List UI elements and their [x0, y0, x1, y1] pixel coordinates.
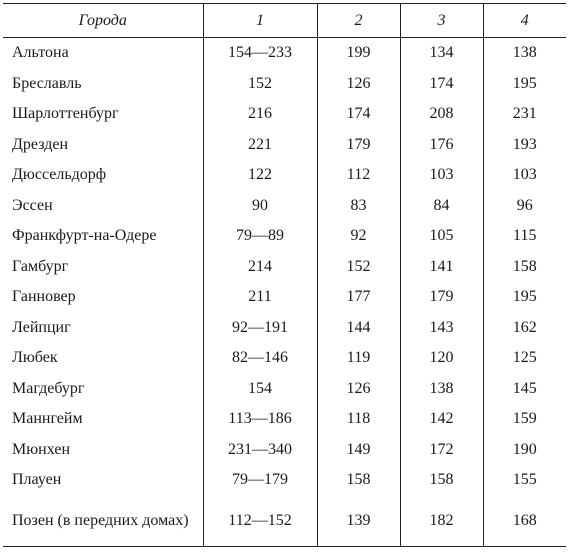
table-row — [3, 99, 566, 130]
value-cell: 126 — [317, 69, 400, 100]
value-cell: 231—340 — [203, 435, 317, 466]
city-cell: Позен (в передних домах) — [3, 496, 203, 547]
table-row — [3, 130, 566, 161]
city-cell: Шарлоттенбург — [12, 105, 119, 123]
value-cell: 179 — [317, 130, 400, 161]
city-cell: Альтона — [12, 44, 69, 62]
city-cell: Маннгейм — [12, 410, 83, 428]
city-cell: Любек — [12, 349, 58, 367]
header-city: Города — [3, 4, 203, 38]
value-cell: 152 — [203, 69, 317, 100]
table-row — [3, 38, 566, 69]
value-cell: 174 — [317, 99, 400, 130]
value-cell: 120 — [400, 343, 483, 374]
city-cell: Бреславль — [12, 74, 82, 92]
header-col-1: 1 — [203, 4, 317, 38]
value-cell: 90 — [203, 191, 317, 222]
value-cell: 118 — [317, 404, 400, 435]
data-table — [3, 3, 566, 547]
header-row — [3, 4, 566, 38]
value-cell: 168 — [483, 496, 566, 547]
value-cell: 92 — [317, 221, 400, 252]
value-cell: 138 — [400, 374, 483, 405]
value-cell: 82—146 — [203, 343, 317, 374]
value-cell: 84 — [400, 191, 483, 222]
value-cell: 126 — [317, 374, 400, 405]
value-cell: 211 — [203, 282, 317, 313]
value-cell: 105 — [400, 221, 483, 252]
value-cell: 79—89 — [203, 221, 317, 252]
header-col-2: 2 — [317, 4, 400, 38]
table-row — [3, 191, 566, 222]
value-cell: 182 — [400, 496, 483, 547]
value-cell: 190 — [483, 435, 566, 466]
value-cell: 152 — [317, 252, 400, 283]
table-row — [3, 69, 566, 100]
table-row — [3, 221, 566, 252]
value-cell: 221 — [203, 130, 317, 161]
value-cell: 143 — [400, 313, 483, 344]
city-cell: Дюссельдорф — [12, 166, 107, 184]
value-cell: 134 — [400, 38, 483, 69]
value-cell: 179 — [400, 282, 483, 313]
value-cell: 144 — [317, 313, 400, 344]
table-row — [3, 496, 566, 547]
value-cell: 158 — [400, 465, 483, 496]
value-cell: 155 — [483, 465, 566, 496]
value-cell: 158 — [317, 465, 400, 496]
city-cell: Гамбург — [12, 257, 69, 275]
value-cell: 199 — [317, 38, 400, 69]
value-cell: 92—191 — [203, 313, 317, 344]
table-row — [3, 465, 566, 496]
value-cell: 96 — [483, 191, 566, 222]
value-cell: 195 — [483, 282, 566, 313]
value-cell: 139 — [317, 496, 400, 547]
table-row — [3, 252, 566, 283]
city-cell: Ганновер — [12, 288, 76, 306]
value-cell: 177 — [317, 282, 400, 313]
city-cell: Мюнхен — [12, 440, 71, 458]
value-cell: 83 — [317, 191, 400, 222]
value-cell: 158 — [483, 252, 566, 283]
value-cell: 162 — [483, 313, 566, 344]
value-cell: 103 — [400, 160, 483, 191]
value-cell: 79—179 — [203, 465, 317, 496]
city-cell: Дрезден — [12, 135, 69, 153]
table-row — [3, 282, 566, 313]
value-cell: 193 — [483, 130, 566, 161]
city-cell: Эссен — [12, 196, 53, 214]
value-cell: 142 — [400, 404, 483, 435]
value-cell: 113—186 — [203, 404, 317, 435]
table-row — [3, 343, 566, 374]
value-cell: 103 — [483, 160, 566, 191]
value-cell: 154 — [203, 374, 317, 405]
value-cell: 141 — [400, 252, 483, 283]
value-cell: 119 — [317, 343, 400, 374]
value-cell: 159 — [483, 404, 566, 435]
value-cell: 125 — [483, 343, 566, 374]
table-row — [3, 374, 566, 405]
table-row — [3, 160, 566, 191]
value-cell: 122 — [203, 160, 317, 191]
city-cell: Плауен — [12, 471, 62, 489]
value-cell: 112—152 — [203, 496, 317, 547]
value-cell: 231 — [483, 99, 566, 130]
header-col-4: 4 — [483, 4, 566, 38]
value-cell: 112 — [317, 160, 400, 191]
value-cell: 174 — [400, 69, 483, 100]
value-cell: 195 — [483, 69, 566, 100]
city-cell: Магдебург — [12, 379, 85, 397]
table-row — [3, 435, 566, 466]
table-row — [3, 404, 566, 435]
value-cell: 149 — [317, 435, 400, 466]
value-cell: 172 — [400, 435, 483, 466]
city-cell: Лейпциг — [12, 318, 71, 336]
value-cell: 208 — [400, 99, 483, 130]
value-cell: 176 — [400, 130, 483, 161]
table-row — [3, 313, 566, 344]
value-cell: 145 — [483, 374, 566, 405]
header-col-3: 3 — [400, 4, 483, 38]
value-cell: 115 — [483, 221, 566, 252]
value-cell: 138 — [483, 38, 566, 69]
city-cell: Франкфурт-на-Одере — [12, 227, 157, 245]
value-cell: 154—233 — [203, 38, 317, 69]
table-body — [3, 38, 566, 547]
table-header — [3, 4, 566, 38]
value-cell: 216 — [203, 99, 317, 130]
value-cell: 214 — [203, 252, 317, 283]
